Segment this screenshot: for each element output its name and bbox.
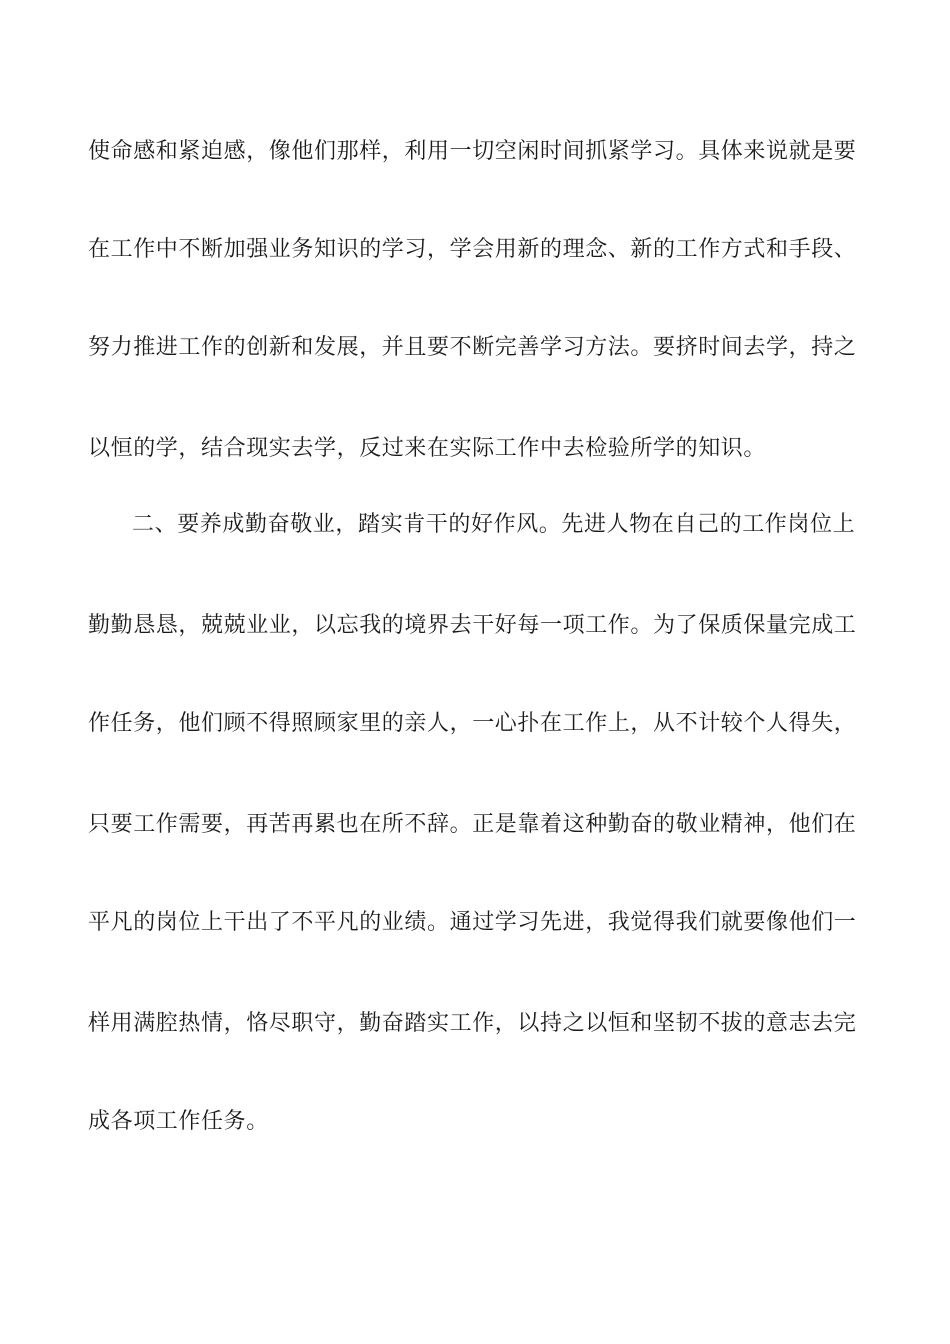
text-line: 以恒的学，结合现实去学，反过来在实际工作中去检验所学的知识。: [88, 436, 767, 461]
text-line: 样用满腔热情，恪尽职守，勤奋踏实工作，以持之以恒和坚韧不拔的意志去完: [88, 1011, 857, 1036]
text-line: 平凡的岗位上干出了不平凡的业绩。通过学习先进，我觉得我们就要像他们一: [88, 910, 857, 935]
text-line: 成各项工作任务。: [88, 1109, 269, 1134]
section-heading-line: 二、要养成勤奋敬业，踏实肯干的好作风。先进人物在自己的工作岗位上: [132, 512, 856, 537]
text-line: 在工作中不断加强业务知识的学习，学会用新的理念、新的工作方式和手段、: [88, 237, 857, 262]
text-line: 作任务，他们顾不得照顾家里的亲人，一心扑在工作上，从不计较个人得失，: [88, 711, 857, 736]
text-line: 只要工作需要，再苦再累也在所不辞。正是靠着这种勤奋的敬业精神，他们在: [88, 812, 857, 837]
text-line: 努力推进工作的创新和发展，并且要不断完善学习方法。要挤时间去学，持之: [88, 335, 857, 360]
text-line: 使命感和紧迫感，像他们那样，利用一切空闲时间抓紧学习。具体来说就是要: [88, 139, 857, 164]
text-line: 勤勤恳恳，兢兢业业，以忘我的境界去干好每一项工作。为了保质保量完成工: [88, 613, 857, 638]
